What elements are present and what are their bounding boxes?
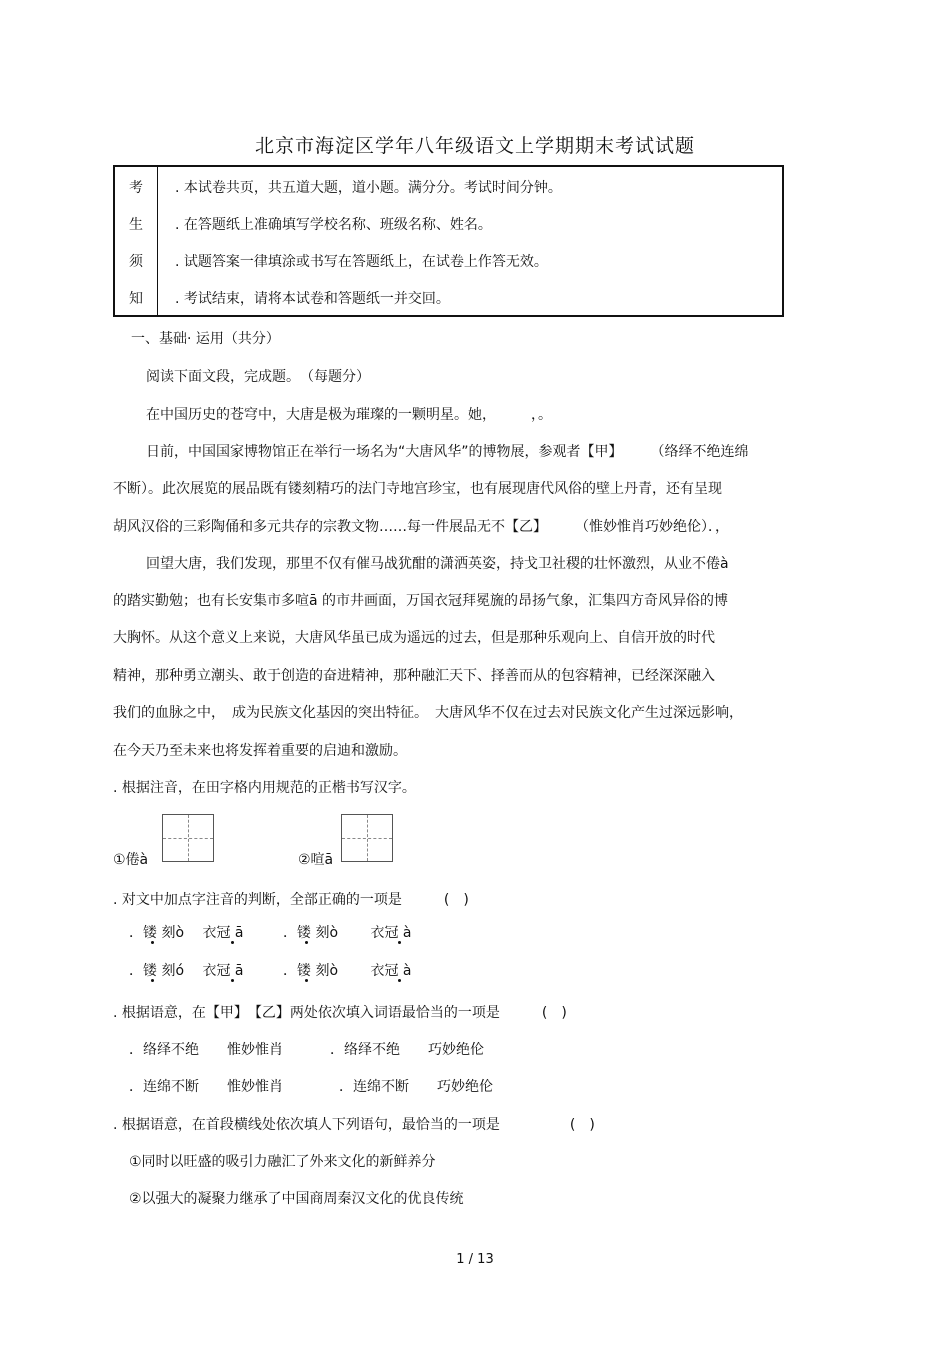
emphasis-dot [231, 941, 234, 944]
emphasis-dot [305, 979, 308, 982]
emphasis-dot [151, 941, 154, 944]
passage-line: 在今天乃至未来也将发挥着重要的启迪和激励。 [113, 743, 407, 759]
notice-item: . 考试结束，请将本试卷和答题纸一并交回。 [175, 291, 450, 307]
emphasis-dot [151, 979, 154, 982]
question-2-option: ．镂 刻ó 衣冠 ā [129, 963, 244, 979]
notice-side-char: 知 [129, 291, 143, 307]
notice-side-char: 须 [129, 254, 143, 270]
document-title: 北京市海淀区学年八年级语文上学期期末考试试题 [254, 135, 695, 157]
passage-line: 精神，那种勇立潮头、敢于创造的奋进精神，那种融汇天下、择善而从的包容精神，已经深深融入 [113, 668, 715, 684]
notice-row [115, 167, 782, 204]
passage-line: 不断）。此次展览的展品既有镂刻精巧的法门寺地宫珍宝，也有展现唐代风俗的壁上丹青，还有呈现 [113, 481, 722, 497]
notice-row [115, 241, 782, 278]
notice-item: . 试题答案一律填涂或书写在答题纸上，在试卷上作答无效。 [175, 254, 548, 270]
page-number: 1 / 13 [456, 1252, 494, 1267]
question-3-option: ．络绎不绝 巧妙绝伦 [330, 1042, 484, 1058]
question-3-option: ．连绵不断 巧妙绝伦 [339, 1079, 493, 1095]
passage-line: 回望大唐，我们发现，那里不仅有催马战犹酣的潇洒英姿，持戈卫社稷的壮怀激烈，从业不倦à [146, 556, 729, 572]
candidate-notice-box [113, 165, 784, 317]
question-4-stem: . 根据语意，在首段横线处依次填人下列语句，最恰当的一项是 ( ) [113, 1117, 595, 1133]
reading-intro: 阅读下面文段，完成题。 （每题分） [146, 369, 370, 385]
question-4-line: ②以强大的凝聚力继承了中国商周秦汉文化的优良传统 [129, 1191, 464, 1207]
emphasis-dot [398, 979, 401, 982]
passage-line: 在中国历史的苍穹中，大唐是极为璀璨的一颗明星。她， ，。 [146, 407, 552, 423]
tian-grid-box[interactable] [341, 814, 393, 862]
question-1-item: ①倦à [113, 852, 149, 868]
passage-line: 的踏实勤勉；也有长安集市多喧ā 的市井画面，万国衣冠拜冕旒的昂扬气象，汇集四方奇风异俗的博 [113, 593, 729, 609]
notice-item: . 本试卷共页，共五道大题，道小题。满分分。考试时间分钟。 [175, 180, 562, 196]
question-3-stem: . 根据语意，在【甲】 【乙】两处依次填入词语最恰当的一项是 ( ) [113, 1005, 567, 1021]
question-2-option: ．镂 刻ò 衣冠 ā [129, 925, 244, 941]
question-4-line: ①同时以旺盛的吸引力融汇了外来文化的新鲜养分 [129, 1154, 436, 1170]
emphasis-dot [231, 979, 234, 982]
notice-row [115, 278, 782, 315]
passage-line: 胡风汉俗的三彩陶俑和多元共存的宗教文物……每一件展品无不【乙】 （惟妙惟肖巧妙绝伦）．， [113, 519, 729, 535]
question-1-stem: . 根据注音，在田字格内用规范的正楷书写汉字。 [113, 780, 416, 796]
notice-side-char: 考 [129, 180, 143, 196]
question-3-option: ．连绵不断 惟妙惟肖 [129, 1079, 283, 1095]
section-heading: 一、基础· 运用（共分） [131, 331, 280, 347]
passage-line: 日前，中国国家博物馆正在举行一场名为“大唐风华”的博物展，参观者【甲】 （络绎不绝连绵 [146, 444, 749, 460]
notice-side-char: 生 [129, 217, 143, 233]
emphasis-dot [305, 941, 308, 944]
passage-line: 我们的血脉之中， 成为民族文化基因的突出特征。 大唐风华不仅在过去对民族文化产生过深远影响， [113, 705, 743, 721]
question-2-option: ．镂 刻ò 衣冠 à [283, 925, 412, 941]
question-3-option: ．络绎不绝 惟妙惟肖 [129, 1042, 283, 1058]
question-1-item: ②喧ā [298, 852, 334, 868]
notice-item: . 在答题纸上准确填写学校名称、班级名称、姓名。 [175, 217, 492, 233]
question-2-option: ．镂 刻ò 衣冠 à [283, 963, 412, 979]
question-2-stem: . 对文中加点字注音的判断，全部正确的一项是 ( ) [113, 892, 469, 908]
passage-line: 大胸怀。从这个意义上来说，大唐风华虽已成为遥远的过去，但是那种乐观向上、自信开放的时代 [113, 630, 715, 646]
emphasis-dot [398, 941, 401, 944]
tian-grid-box[interactable] [162, 814, 214, 862]
notice-row [115, 204, 782, 241]
